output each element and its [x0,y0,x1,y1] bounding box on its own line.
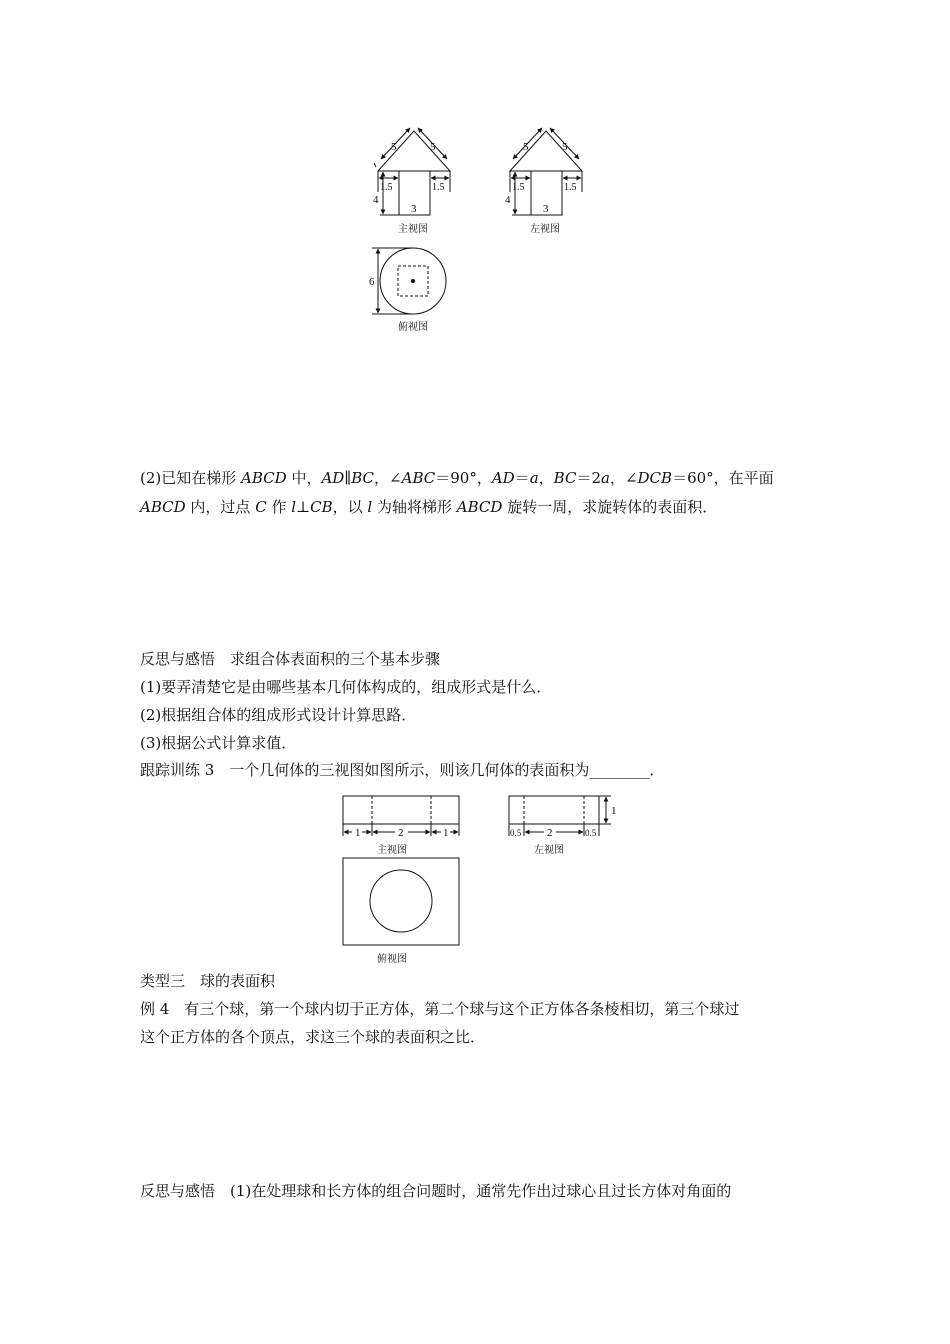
reflection-1-step-2: (2)根据组合体的组成形式设计计算思路． [140,706,417,724]
left-slant-label-right: 5 [562,141,568,153]
front-slant-label-left: 5 [391,141,397,153]
reflection-2-text: 反思与感悟 (1)在处理球和长方体的组合问题时，通常先作出过球心且过长方体对角面的 [140,1182,732,1200]
problem-2 [140,464,812,522]
left-view [510,128,582,215]
left-height-label: 4 [505,194,511,206]
left-side-label-left: 1.5 [512,182,525,193]
top-view-center-dot [411,279,415,283]
section-3-title: 类型三 球的表面积 [140,972,276,990]
front-height-label: 4 [373,194,379,206]
front-view [374,128,450,215]
reflection-1-step-1: (1)要弄清楚它是由哪些基本几何体构成的，组成形式是什么． [140,678,552,696]
left-base-label: 3 [543,203,549,215]
left2-height-label: 1 [611,805,617,817]
top-view [372,248,446,314]
front-side-label-left: 1.5 [380,182,393,193]
front-view-caption: 主视图 [398,224,428,235]
front2-dim-left: 1 [355,827,361,839]
top-diameter-label: 6 [369,276,375,288]
reflection-1-step-3: (3)根据公式计算求值． [140,734,297,752]
figure-2-three-views [0,785,950,975]
figure-1-three-views [0,0,950,340]
top-view-caption: 俯视图 [398,322,428,333]
reflection-1-title: 反思与感悟 求组合体表面积的三个基本步骤 [140,650,441,668]
problem-2-line-1: (2)已知在梯形 ABCD 中，AD∥BC，∠ABC＝90°，AD＝a，BC＝2a，∠DCB＝60°，在平面 [140,469,774,487]
left2-dim-middle: 2 [547,827,553,839]
front-view-2-caption: 主视图 [377,845,407,856]
front-base-label: 3 [411,203,417,215]
left-side-label-right: 1.5 [564,182,577,193]
top-view-2-caption: 俯视图 [377,954,407,965]
left-view-2-caption: 左视图 [534,845,564,856]
front-side-label-right: 1.5 [432,182,445,193]
left2-dim-right: 0.5 [585,828,597,838]
top-view-2 [343,858,459,945]
training-3-text: 跟踪训练 3 一个几何体的三视图如图所示，则该几何体的表面积为________． [140,761,665,779]
front2-dim-right: 1 [443,827,449,839]
left-view-caption: 左视图 [530,224,560,235]
example-4-line-2: 这个正方体的各个顶点，求这三个球的表面积之比． [140,1028,486,1046]
problem-2-line-2: ABCD 内，过点 C 作 l⊥CB，以 l 为轴将梯形 ABCD 旋转一周，求旋转体的表面积． [140,498,718,516]
left-slant-label-left: 5 [523,141,529,153]
example-4-line-1: 例 4 有三个球，第一个球内切于正方体，第二个球与这个正方体各条棱相切，第三个球过 [140,1000,740,1018]
front2-dim-middle: 2 [398,827,404,839]
front-slant-label-right: 5 [430,141,436,153]
left2-dim-left: 0.5 [510,828,522,838]
